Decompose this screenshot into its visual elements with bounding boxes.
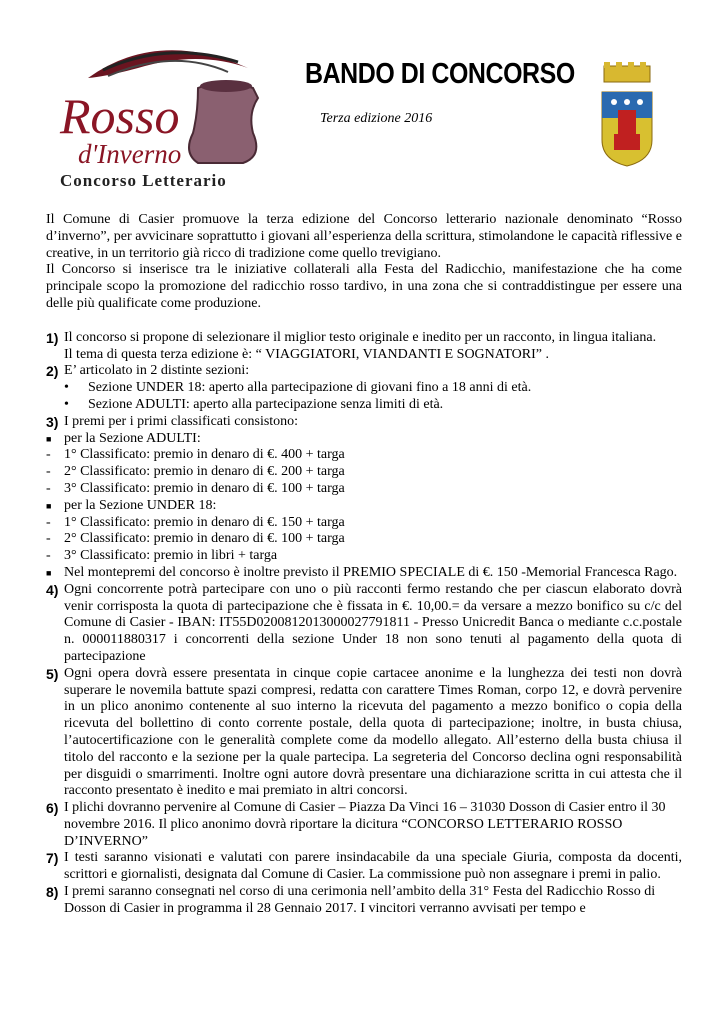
- square-bullet-icon: ■: [46, 567, 52, 578]
- svg-text:d'Inverno: d'Inverno: [78, 139, 182, 169]
- article-4: 4) Ogni concorrente potrà partecipare con uno o più racconti fermo restando che per ciascun elaborato dovrà venir corrisposta la quota di partecipazione che è fissata in €. 10,00.= da versare a mezzo bonifico su c/c del Comune di Casier - IBAN: IT55D0200812013000027791811 - Presso Unicredit Banca o mediante c.c.postale n. 000011880317 i concorrenti della sezione Under 18 non sono tenuti al pagamento della quota di partecipazione: [46, 581, 682, 664]
- edition-subtitle: Terza edizione 2016: [320, 111, 433, 126]
- square-bullet-icon: ■: [46, 433, 52, 444]
- intro-paragraph-2: Il Concorso si inserisce tra le iniziative collaterali alla Festa del Radicchio, manifestazione che ha come principale scopo la promozione del radicchio rosso tardivo, in una zona che si contraddistingue per essere una delle più qualificate come produzione.: [46, 262, 682, 311]
- svg-text:Rosso: Rosso: [60, 88, 180, 144]
- article-1: 1) Il concorso si propone di selezionare il miglior testo originale e inedito per un racconto, in lingua italiana. Il tema di questa terza edizione è: “ VIAGGIATORI, VIANDANTI E SOGNATORI” .: [46, 329, 657, 362]
- article-5: 5) Ogni opera dovrà essere presentata in cinque copie cartacee anonime e la lunghezza dei testi non dovrà superare le novemila battute spazi compresi, redatta con carattere Times Roman, corpo 12, e dovrà pervenire in un plico anonimo contenente al suo interno la ricevuta del pagamento a mezzo bonifico o copia della ricevuta del bollettino di conto corrente postale, della quota di partecipazione; inoltre, in busta chiusa, l’autocertificazione con le generalità complete come da modello allegato. All’esterno della busta chiusa il titolo del racconto e la sezione per la quale partecipa. La segreteria del Concorso declina ogni responsabilità per disguidi o smarrimenti. Inoltre ogni autore dovrà presentare una dichiarazione scritta in cui attesta che il racconto presentato è inedito e mai premiato in altri concorsi.: [46, 665, 682, 799]
- bullet-icon: •: [64, 380, 69, 396]
- rosso-dinverno-logo: [48, 38, 278, 188]
- comune-crest-icon: [598, 60, 656, 168]
- square-bullet-icon: ■: [46, 500, 52, 511]
- page-title: BANDO DI CONCORSO: [305, 58, 575, 90]
- svg-text:Concorso Letterario: Concorso Letterario: [60, 171, 227, 188]
- article-8: 8) I premi saranno consegnati nel corso di una cerimonia nell’ambito della 31° Festa del Radicchio Rosso di Dosson di Casier in programma il 28 Gennaio 2017. I vincitori verranno avvisati per tempo e: [46, 884, 656, 916]
- bullet-icon: •: [64, 396, 69, 412]
- article-3: 3) I premi per i primi classificati consistono:: [46, 413, 299, 430]
- document-body: Il Comune di Casier promuove la terza edizione del Concorso letterario nazionale denominato “Rosso d’inverno”, per avvicinare soprattutto i giovani all’esperienza della scrittura, stimolandone le capacità riflessive e creative, in un territorio già ricco di tradizione come quello trevigiano. Il Concorso si inserisce tra le iniziative collaterali alla Festa del Radicchio, manifestazione che ha come principale scopo la promozione del radicchio rosso tardivo, in una zona che si contraddistingue per essere una delle più qualificate come produzione. 1) Il concorso si propone di selezionare il miglior testo originale e inedito per un racconto, in lingua italiana. Il tema di questa terza edizione è: “ VIAGGIATORI, VIANDANTI E SOGNATORI” . 2) E’ articolato in 2 distinte sezioni: • Sezione UNDER 18: aperto alla partecipazione di giovani fino a 18 anni di età. • Sezione ADULTI: aperto alla partecipazione senza limiti di età. 3) I premi per i primi classificati consistono: ■ per la Sezione ADULTI: - 1° Classificato: premio in denaro di €. 400 + targa - 2° Classificato: premio in denaro di €. 200 + targa - 3° Classificato: premio in denaro di €. 100 + targa ■ per la Sezione UNDER 18: - 1° Classificato: premio in denaro di €. 150 + targa - 2° Classificato: premio in denaro di €. 100 + targa - 3° Classificato: premio in libri + targa ■ Nel montepremi del concorso è inoltre previsto il PREMIO SPECIALE di €. 150 -Memorial Francesca Rago. 4) Ogni concorrente potrà partecipare con uno o più racconti fermo restando che per ciascun elaborato dovrà venir corrisposta la quota di partecipazione che è fissata in €. 10,00.= da versare a mezzo bonifico su c/c del Comune di Casier - IBAN: IT55D0200812013000027791811 - Presso Unicredit Banca o mediante c.c.postale n. 000011880317 i concorrenti della sezione Under 18 non sono tenuti al pagamento della quota di partecipazione 5) Ogni opera dovrà essere presentata in cinque copie cartacee anonime e la lunghezza dei testi non dovrà superare le novemila battute spazi compresi, redatta con carattere Times Roman, corpo 12, e dovrà pervenire in un plico anonimo contenente al suo interno la ricevuta del pagamento a mezzo bonifico o copia della ricevuta del bollettino di conto corrente postale, della quota di partecipazione; inoltre, in busta chiusa, l’autocertificazione con le generalità complete come da modello allegato. All’esterno della busta chiusa il titolo del racconto e la sezione per la quale partecipa. La segreteria del Concorso declina ogni responsabilità per disguidi o smarrimenti. Inoltre ogni autore dovrà presentare una dichiarazione scritta in cui attesta che il racconto presentato è inedito e mai premiato in altri concorsi. 6) I plichi dovranno pervenire al Comune di Casier – Piazza Da Vinci 16 – 31030 Dosson di Casier entro il 30 novembre 2016. Il plico anonimo dovrà riportare la dicitura “CONCORSO LETTERARIO ROSSO D’INVERNO” 7) I testi saranno visionati e valutati con parere insindacabile da una speciale Giuria, composta da docenti, scrittori e giornalisti, designata dal Comune di Casier. La commissione può non assegnare i premi in palio. 8) I premi saranno consegnati nel corso di una cerimonia nell’ambito della 31° Festa del Radicchio Rosso di Dosson di Casier in programma il 28 Gennaio 2017. I vincitori verranno avvisati per tempo e: [46, 212, 682, 916]
- article-7: 7) I testi saranno visionati e valutati con parere insindacabile da una speciale Giuria, composta da docenti, scrittori e giornalisti, designata dal Comune di Casier. La commissione può non assegnare i premi in palio.: [46, 850, 682, 883]
- intro-paragraph-1: Il Comune di Casier promuove la terza edizione del Concorso letterario nazionale denominato “Rosso d’inverno”, per avvicinare soprattutto i giovani all’esperienza della scrittura, stimolandone le capacità riflessive e creative, in un territorio già ricco di tradizione come quello trevigiano.: [46, 212, 682, 261]
- article-6: 6) I plichi dovranno pervenire al Comune di Casier – Piazza Da Vinci 16 – 31030 Dosson di Casier entro il 30 novembre 2016. Il plico anonimo dovrà riportare la dicitura “CONCORSO LETTERARIO ROSSO D’INVERNO”: [46, 800, 666, 849]
- article-2: 2) E’ articolato in 2 distinte sezioni:: [46, 363, 250, 380]
